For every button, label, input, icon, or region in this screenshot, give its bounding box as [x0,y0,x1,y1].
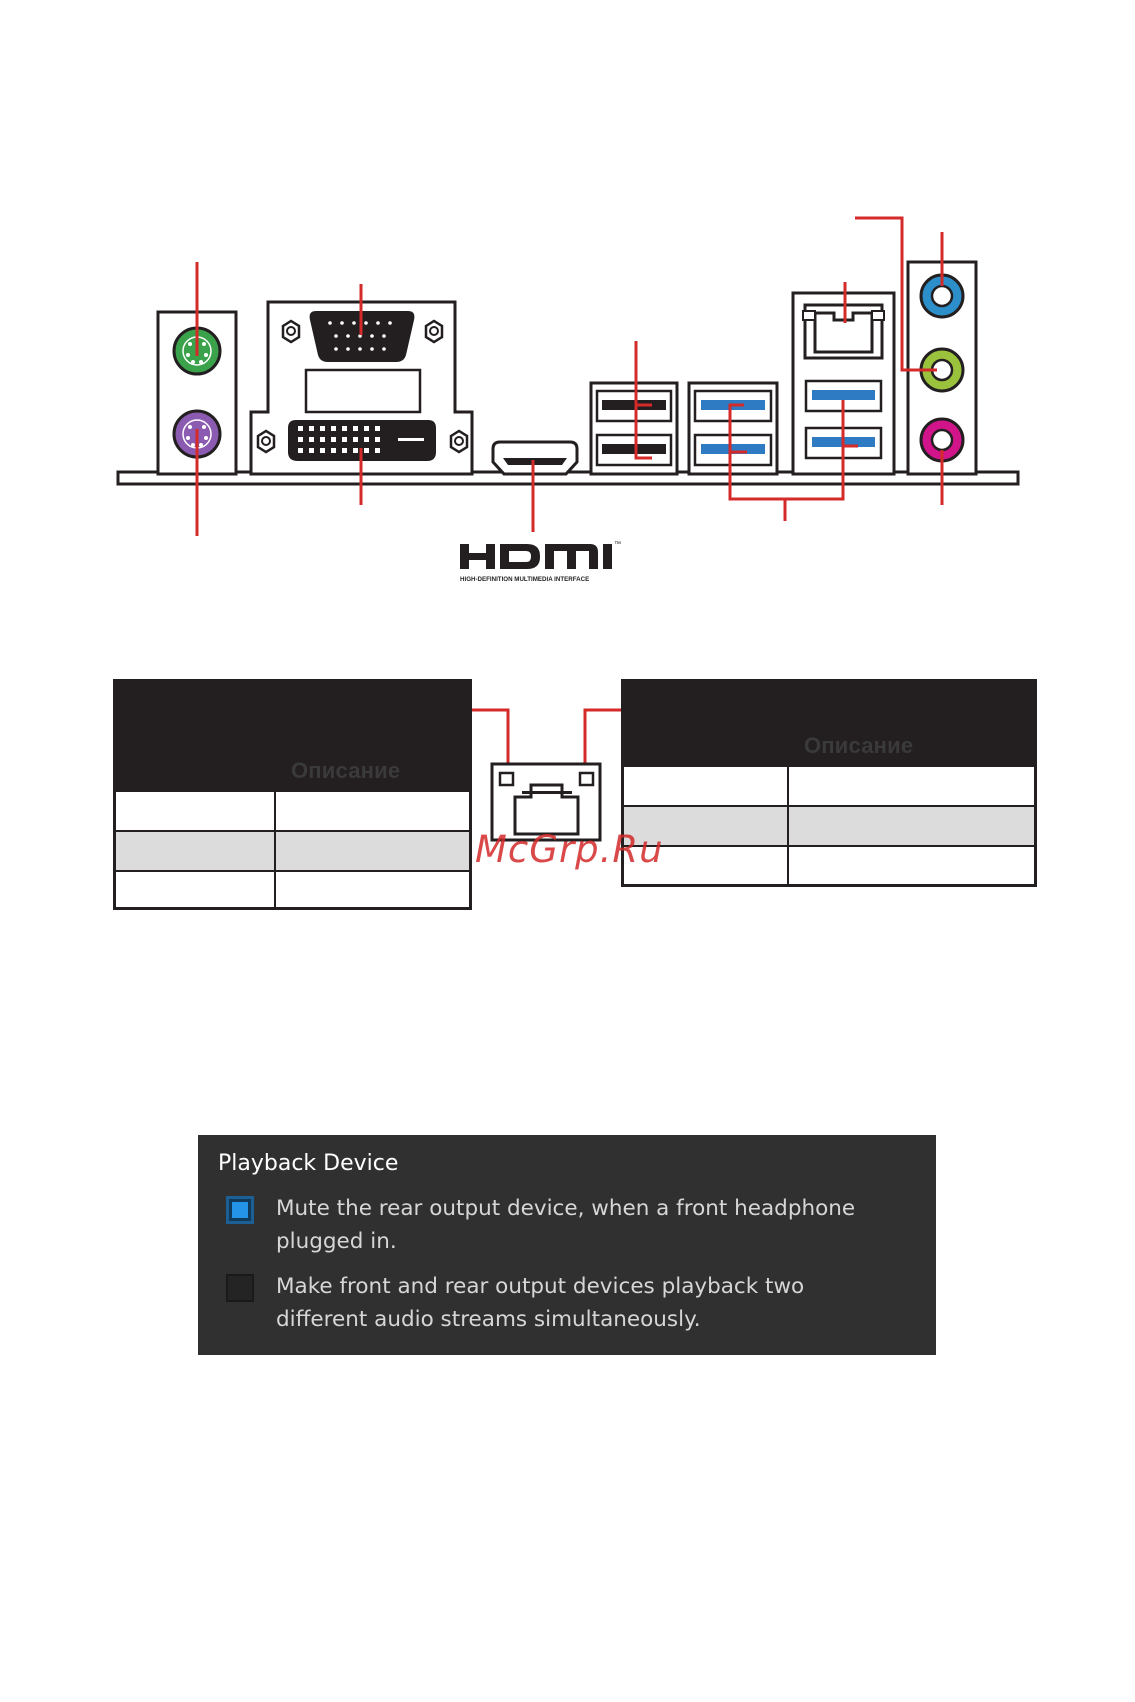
table-cell [274,870,469,907]
table-row [116,870,469,907]
two-streams-label: Make front and rear output devices playback two different audio streams simultaneously. [276,1274,805,1332]
table-row [116,790,469,830]
option-two-streams[interactable] [218,1270,916,1336]
mute-rear-checkbox[interactable] [226,1196,254,1224]
header-cell-state [624,725,787,765]
table-cell [624,765,787,805]
table-title-bar [116,682,469,750]
table-row [624,845,1034,884]
lan-led-table-right [621,679,1037,887]
hdmi-logo [460,541,621,583]
header-cell-description: Описание [787,725,1034,765]
lan-led-table-left [113,679,472,910]
table-header-row [624,725,1034,765]
usb3-stack [689,383,777,474]
playback-device-panel [198,1135,936,1355]
audio-stack [908,262,976,474]
table-cell [116,870,274,907]
option-mute-rear[interactable] [218,1192,916,1258]
hdmi-trademark: ™ [614,541,621,548]
table-cell [787,765,1034,805]
mute-rear-label: Mute the rear output device, when a front headphone plugged in. [276,1196,856,1254]
table-cell [787,845,1034,884]
hdmi-tagline: HIGH-DEFINITION MULTIMEDIA INTERFACE [460,576,590,583]
table-header-row [116,750,469,790]
header-cell-description: Описание [274,750,469,790]
table-cell [116,790,274,830]
table-row [624,765,1034,805]
hdmi-port [493,442,577,474]
lan-led-diagram [470,710,621,840]
table-row [116,830,469,870]
header-cell-state [116,750,274,790]
watermark-text: McGrp.Ru [475,828,664,871]
table-cell [116,830,274,870]
table-cell [274,830,469,870]
table-cell [787,805,1034,845]
two-streams-checkbox[interactable] [226,1274,254,1302]
playback-device-title: Playback Device [218,1151,399,1176]
table-cell [274,790,469,830]
table-title-bar [624,682,1034,725]
table-row [624,805,1034,845]
usb2-stack [591,383,677,474]
